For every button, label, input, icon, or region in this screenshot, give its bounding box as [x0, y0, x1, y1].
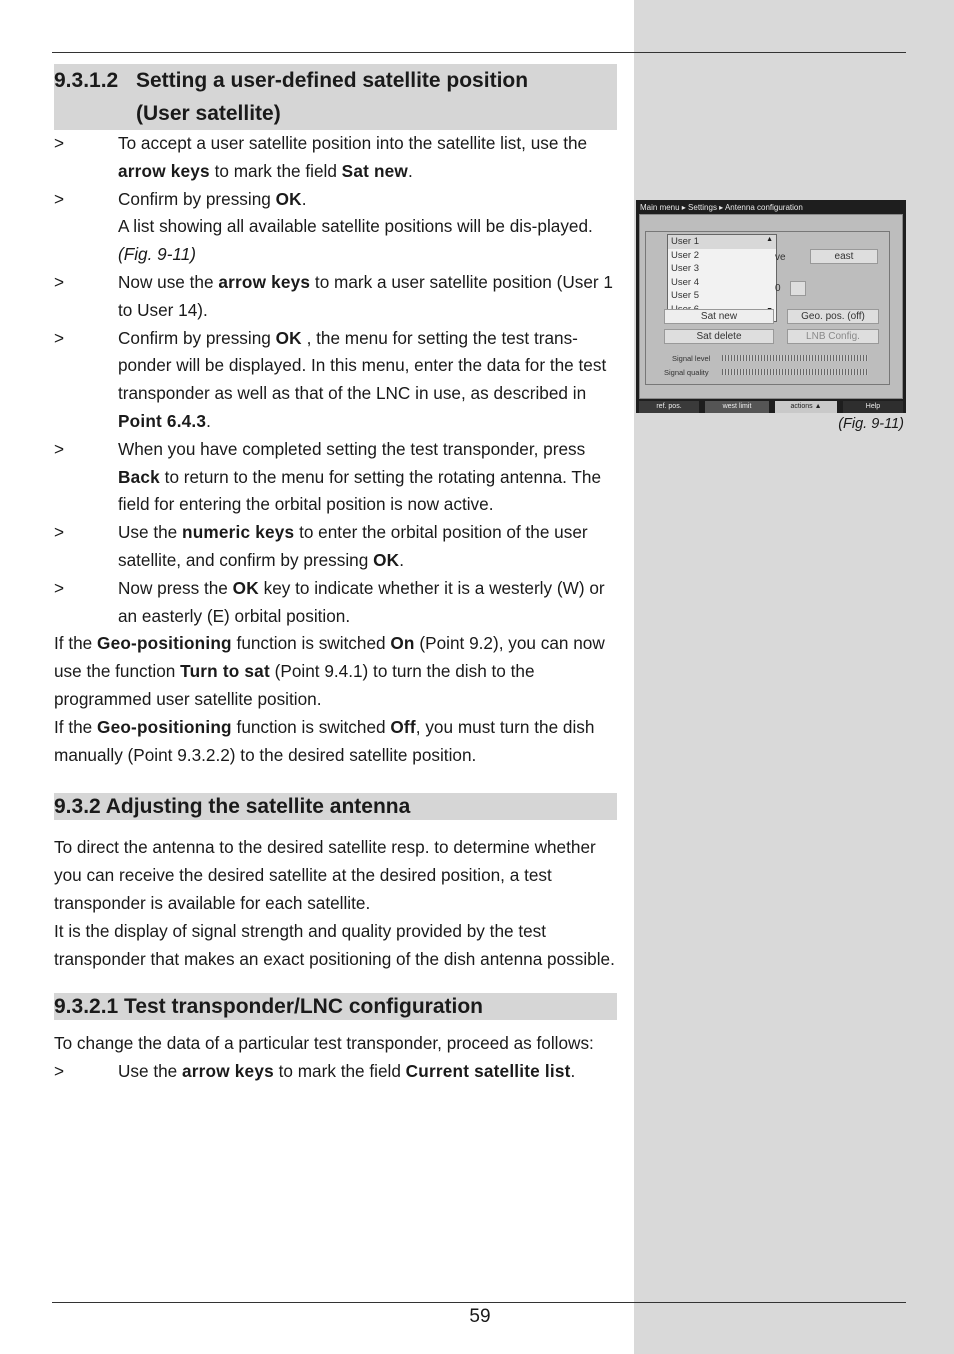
menu-breadcrumb: Main menu ▸ Settings ▸ Antenna configuration — [640, 203, 803, 212]
scroll-up-icon[interactable]: ▲ — [766, 236, 773, 243]
step-marker: > — [54, 1061, 65, 1082]
list-item[interactable]: User 3 — [671, 263, 699, 275]
text: . — [301, 188, 307, 209]
text: (Point 9.4.1) to turn the dish to the programmed user satellite position. — [54, 661, 535, 709]
paragraph-geo-on — [54, 630, 617, 713]
text: When you have completed setting the test transponder, press — [118, 438, 586, 459]
list-item[interactable]: User 1 — [668, 235, 776, 249]
text: to enter the orbital position of the user satellite, and confirm by pressing — [118, 522, 588, 570]
geo-pos-button[interactable]: Geo. pos. (off) — [787, 309, 879, 324]
signal-quality-label: Signal quality — [664, 368, 709, 377]
sat-delete-button[interactable]: Sat delete — [664, 329, 774, 344]
figure-caption: (Fig. 9-11) — [838, 416, 904, 432]
text: Now press the — [118, 577, 233, 598]
text: . — [570, 1061, 576, 1082]
text: If the — [54, 716, 97, 737]
list-item[interactable]: User 5 — [671, 290, 699, 302]
text: Now use the — [118, 271, 219, 292]
paragraph-s3-1: To change the data of a particular test transponder, proceed as follows: — [54, 1033, 594, 1054]
lnb-config-button[interactable]: LNB Config. — [787, 329, 879, 344]
main-column — [54, 64, 617, 1086]
blue-key-help[interactable]: Help — [843, 401, 903, 413]
text: to mark a user satellite position (User 1 to User 14). — [118, 271, 613, 320]
keyword: Back — [118, 466, 160, 487]
section-title-line2: (User satellite) — [136, 102, 281, 125]
step-marker: > — [54, 327, 65, 348]
keyword: OK — [373, 549, 400, 570]
text: A list showing all available satellite positions will be dis-played. — [118, 216, 593, 237]
text: function is switched — [231, 633, 391, 654]
keyword: OK — [275, 188, 302, 209]
step-s3 — [54, 1058, 617, 1086]
signal-quality-bar — [722, 369, 868, 375]
keyword: arrow keys — [118, 160, 210, 181]
keyword: Geo-positioning — [97, 633, 232, 654]
signal-level-bar — [722, 355, 868, 361]
menu-bottom-bar — [639, 401, 903, 413]
step-marker: > — [54, 188, 65, 209]
step-marker: > — [54, 133, 65, 153]
keyword: Turn to sat — [180, 661, 270, 682]
text: function is switched — [231, 716, 391, 737]
text: To accept a user satellite position into the satellite list, use the — [118, 133, 588, 153]
text: If the — [54, 633, 97, 654]
list-item[interactable]: User 2 — [671, 249, 699, 261]
top-rule — [52, 52, 906, 53]
signal-level-label: Signal level — [672, 354, 711, 363]
text: . — [399, 549, 405, 570]
keyword: On — [390, 633, 415, 654]
red-key-ref-pos[interactable]: ref. pos. — [639, 401, 699, 413]
step-marker: > — [54, 271, 65, 292]
text: Use the — [118, 522, 183, 543]
text: (Point 9.2), you can now use the function — [54, 633, 605, 682]
partial-field-value: 0 — [775, 283, 781, 294]
keyword: Sat new — [341, 160, 409, 181]
step-6 — [54, 519, 617, 575]
section-heading-test-transponder: 9.3.2.1 Test transponder/LNC configuration — [54, 993, 617, 1020]
section-heading-user-satellite — [54, 64, 617, 130]
text: . — [206, 410, 211, 431]
paragraph-geo-off — [54, 714, 617, 770]
green-key-west-limit[interactable]: west limit — [705, 401, 769, 413]
position-input[interactable] — [790, 281, 806, 296]
text: to return to the menu for setting the rotating antenna. The field for entering the orbital position is now active. — [118, 466, 601, 515]
keyword: Geo-positioning — [97, 716, 232, 737]
step-5 — [54, 436, 617, 519]
keyword: arrow keys — [182, 1061, 274, 1082]
text: Confirm by pressing — [118, 188, 276, 209]
step-7 — [54, 575, 617, 631]
text: , the menu for setting the test trans-ponder will be displayed. In this menu, enter the data for the test transponder as well as that of the LNC in use, as described in — [118, 327, 607, 404]
keyword: Off — [390, 716, 416, 737]
step-2 — [54, 186, 617, 269]
figure-reference: (Fig. 9-11) — [118, 244, 196, 265]
list-item[interactable]: User 4 — [671, 276, 699, 288]
keyword: numeric keys — [182, 522, 295, 543]
figure-antenna-configuration-screenshot — [636, 200, 906, 413]
text: to mark the field — [273, 1061, 406, 1082]
keyword: Point 6.4.3 — [118, 410, 207, 431]
step-marker: > — [54, 522, 65, 543]
text: Confirm by pressing — [118, 327, 276, 348]
keyword: OK — [232, 577, 259, 598]
section-number: 9.3.1.2 — [54, 69, 119, 92]
keyword: arrow keys — [218, 271, 311, 292]
partial-field-label: ve — [775, 252, 786, 263]
keyword: OK — [275, 327, 302, 348]
bottom-rule — [52, 1302, 906, 1303]
direction-field[interactable]: east — [810, 249, 878, 264]
text: key to indicate whether it is a westerly (W) or an easterly (E) orbital position. — [118, 577, 605, 626]
keyword: Current satellite list — [405, 1061, 571, 1082]
step-4 — [54, 325, 617, 436]
section-title-line1: Setting a user-defined satellite position — [136, 69, 529, 92]
text: to mark the field — [209, 160, 342, 181]
paragraph-s2-1: To direct the antenna to the desired satellite resp. to determine whether you can receive the desired satellite at the desired position, a test transponder is available for each satellite. — [54, 837, 596, 913]
section-heading-adjusting-antenna: 9.3.2 Adjusting the satellite antenna — [54, 793, 617, 820]
text: , you must turn the dish manually (Point 9.3.2.2) to the desired satellite position. — [54, 716, 595, 765]
yellow-key-actions[interactable]: actions ▲ — [775, 401, 837, 413]
step-marker: > — [54, 577, 65, 598]
text: Use the — [118, 1061, 183, 1082]
step-1 — [54, 130, 617, 186]
step-3 — [54, 269, 617, 325]
sat-new-button[interactable]: Sat new — [664, 309, 774, 324]
paragraph-s2-2: It is the display of signal strength and quality provided by the test transponder that makes an exact positioning of the dish antenna possible. — [54, 920, 615, 969]
menu-panel — [639, 214, 903, 399]
text: . — [408, 160, 413, 181]
page-number: 59 — [469, 1306, 491, 1327]
step-marker: > — [54, 438, 65, 459]
